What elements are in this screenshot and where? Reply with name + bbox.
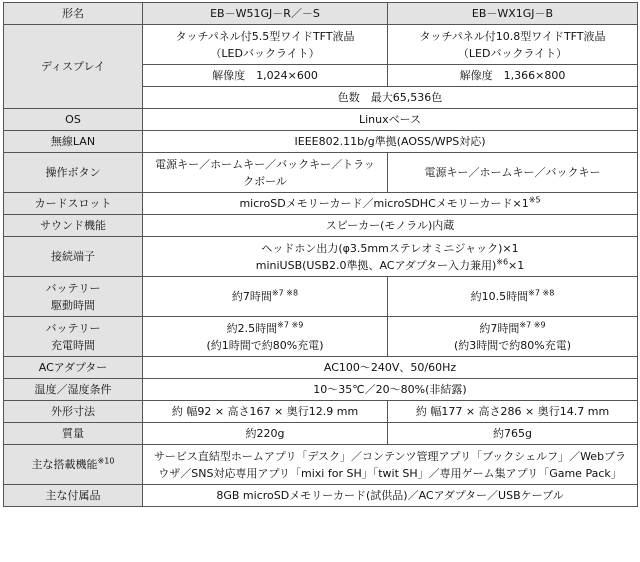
ports-cell (143, 237, 638, 277)
spec-table (3, 2, 638, 507)
battery-charge-label2: 充電時間 (51, 338, 95, 352)
card-slot-cell (143, 193, 638, 215)
row-label-accessories: 主な付属品 (4, 485, 143, 507)
table-row-battery-charge (4, 317, 638, 357)
row-label-weight: 質量 (4, 423, 143, 445)
table-row-buttons (4, 153, 638, 193)
row-label-display: ディスプレイ (4, 25, 143, 109)
ports-line2-text: miniUSB(USB2.0準拠、ACアダプター入力兼用) (255, 258, 497, 272)
buttons-a-line1: 電源キー／ホームキー／バックキー／トラッ (155, 157, 375, 171)
table-row-wlan (4, 131, 638, 153)
row-label-card-slot: カードスロット (4, 193, 143, 215)
battery-charge-b: 約7時間 (479, 321, 520, 335)
table-row-temperature (4, 379, 638, 401)
table-row-card-slot (4, 193, 638, 215)
table-row-battery-time (4, 277, 638, 317)
ports-line1: ヘッドホン出力(φ3.5mmステレオミニジャック)×1 (261, 241, 519, 255)
ports-note: ※6 (496, 256, 509, 266)
battery-time-a-cell (143, 277, 388, 317)
card-slot-note: ※5 (528, 195, 541, 205)
display-colors: 色数 最大65,536色 (143, 87, 638, 109)
weight-a: 約220g (143, 423, 388, 445)
resolution-b: 解像度 1,366×800 (388, 65, 638, 87)
wlan-value: IEEE802.11b/g準拠(AOSS/WPS対応) (143, 131, 638, 153)
table-row-features (4, 445, 638, 485)
row-label-battery-time (4, 277, 143, 317)
table-row-size (4, 401, 638, 423)
battery-time-b-cell (388, 277, 638, 317)
display-b-cell (388, 25, 638, 65)
table-row-weight (4, 423, 638, 445)
battery-charge-a-line1 (145, 320, 385, 337)
table-row-os (4, 109, 638, 131)
row-label-model: 形名 (4, 3, 143, 25)
display-a-line2: （LEDバックライト） (210, 46, 320, 60)
row-label-size: 外形寸法 (4, 401, 143, 423)
row-label-wlan: 無線LAN (4, 131, 143, 153)
display-b-line1: タッチパネル付10.8型ワイドTFT液晶 (419, 29, 606, 43)
row-label-adapter: ACアダプター (4, 357, 143, 379)
os-value: Linuxベース (143, 109, 638, 131)
row-label-buttons: 操作ボタン (4, 153, 143, 193)
ports-line2-count: ×1 (508, 258, 525, 272)
battery-charge-a-cell (143, 317, 388, 357)
table-row-accessories (4, 485, 638, 507)
table-row-model (4, 3, 638, 25)
display-a-cell (143, 25, 388, 65)
row-label-ports: 接続端子 (4, 237, 143, 277)
battery-charge-a-line2: (約1時間で約80%充電) (206, 338, 324, 352)
card-slot-value: microSDメモリーカード／microSDHCメモリーカード×1 (239, 197, 529, 210)
battery-time-b-note: ※7 ※8 (528, 288, 555, 298)
resolution-a: 解像度 1,024×600 (143, 65, 388, 87)
buttons-a-line2: クボール (243, 174, 287, 188)
row-label-features (4, 445, 143, 485)
battery-charge-b-line1 (390, 320, 635, 337)
display-a-line1: タッチパネル付5.5型ワイドTFT液晶 (175, 29, 355, 43)
features-note: ※10 (97, 456, 115, 466)
battery-time-a-note: ※7 ※8 (271, 288, 299, 298)
ports-line2 (145, 257, 635, 274)
battery-charge-label1: バッテリー (45, 321, 101, 335)
accessories-value: 8GB microSDメモリーカード(試供品)／ACアダプター／USBケーブル (143, 485, 638, 507)
battery-charge-b-cell (388, 317, 638, 357)
table-row-display (4, 25, 638, 65)
weight-b: 約765g (388, 423, 638, 445)
battery-charge-b-note: ※7 ※9 (519, 319, 546, 329)
battery-time-label1: バッテリー (45, 281, 101, 295)
temperature-value: 10～35℃／20～80%(非結露) (143, 379, 638, 401)
row-label-sound: サウンド機能 (4, 215, 143, 237)
size-a: 約 幅92 × 高さ167 × 奥行12.9 mm (143, 401, 388, 423)
buttons-a-cell (143, 153, 388, 193)
row-label-temperature: 温度／湿度条件 (4, 379, 143, 401)
battery-charge-a: 約2.5時間 (226, 321, 278, 335)
features-line1: サービス直結型ホームアプリ「デスク」／コンテンツ管理アプリ「ブックシェルフ」／Webブラ (153, 449, 627, 463)
features-cell (143, 445, 638, 485)
row-label-os: OS (4, 109, 143, 131)
size-b: 約 幅177 × 高さ286 × 奥行14.7 mm (388, 401, 638, 423)
battery-time-label2: 駆動時間 (51, 298, 95, 312)
display-b-line2: （LEDバックライト） (457, 46, 568, 60)
table-row-sound (4, 215, 638, 237)
model-b-name: EB－WX1GJ－B (388, 3, 638, 25)
battery-charge-b-line2: (約3時間で約80%充電) (453, 338, 572, 352)
model-a-name: EB－W51GJ－R／－S (143, 3, 388, 25)
features-line2: ウザ／SNS対応専用アプリ「mixi for SH」「twit SH」／専用ゲーム集アプリ「Game Pack」 (158, 466, 622, 480)
buttons-b: 電源キー／ホームキー／バックキー (388, 153, 638, 193)
table-row-ports (4, 237, 638, 277)
features-label: 主な搭載機能 (31, 458, 98, 471)
battery-time-b: 約10.5時間 (470, 290, 529, 303)
battery-charge-a-note: ※7 ※9 (277, 319, 304, 329)
table-row-adapter (4, 357, 638, 379)
sound-value: スピーカー(モノラル)内蔵 (143, 215, 638, 237)
battery-time-a: 約7時間 (231, 290, 272, 303)
row-label-battery-charge (4, 317, 143, 357)
adapter-value: AC100～240V、50/60Hz (143, 357, 638, 379)
